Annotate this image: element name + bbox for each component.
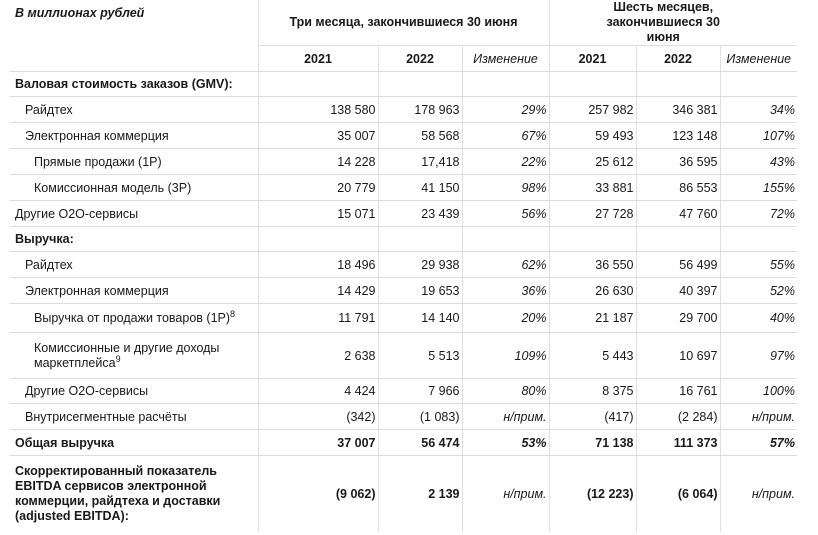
cell-3m-2021: 2 638 — [258, 333, 378, 379]
table-row-total — [10, 430, 797, 456]
row-label: Внутрисегментные расчёты — [10, 404, 258, 430]
row-label: Другие O2O-сервисы — [10, 201, 258, 227]
cell-3m-2022 — [378, 227, 462, 252]
row-label: Райдтех — [10, 252, 258, 278]
cell-6m-2021: 71 138 — [549, 430, 636, 456]
cell-3m-2021: (9 062) — [258, 456, 378, 532]
cell-6m-2021: (12 223) — [549, 456, 636, 532]
cell-6m-change: 97% — [720, 333, 797, 379]
cell-3m-2021: (342) — [258, 404, 378, 430]
table-row — [10, 227, 797, 252]
cell-6m-2021: 59 493 — [549, 123, 636, 149]
cell-6m-2022: 40 397 — [636, 278, 720, 304]
cell-3m-2021: 4 424 — [258, 379, 378, 404]
cell-6m-change: 34% — [720, 97, 797, 123]
cell-3m-change: 98% — [462, 175, 549, 201]
cell-6m-change: 155% — [720, 175, 797, 201]
cell-3m-2022: 19 653 — [378, 278, 462, 304]
financial-table — [10, 0, 797, 532]
cell-6m-2022: 123 148 — [636, 123, 720, 149]
cell-6m-2021: (417) — [549, 404, 636, 430]
footnote-marker: 9 — [115, 353, 121, 364]
cell-6m-2021 — [549, 227, 636, 252]
cell-3m-change: 56% — [462, 201, 549, 227]
row-label-cell — [10, 333, 258, 379]
table-row — [10, 304, 797, 333]
cell-6m-2022: 56 499 — [636, 252, 720, 278]
cell-6m-2022: (6 064) — [636, 456, 720, 532]
cell-6m-2021: 33 881 — [549, 175, 636, 201]
cell-3m-2022: (1 083) — [378, 404, 462, 430]
table-row — [10, 201, 797, 227]
col-header-6m-2021: 2021 — [549, 46, 636, 72]
row-label: Скорректированный показатель EBITDA сервисов электронной коммерции, райдтеха и доставки (adjusted EBITDA): — [15, 463, 221, 523]
cell-3m-2021: 11 791 — [258, 304, 378, 333]
cell-6m-change — [720, 72, 797, 97]
cell-3m-change: 36% — [462, 278, 549, 304]
cell-3m-2022: 17,418 — [378, 149, 462, 175]
cell-6m-2021: 8 375 — [549, 379, 636, 404]
cell-3m-2021: 15 071 — [258, 201, 378, 227]
cell-6m-2022 — [636, 72, 720, 97]
cell-6m-change: 40% — [720, 304, 797, 333]
row-label: Райдтех — [10, 97, 258, 123]
cell-3m-change: 67% — [462, 123, 549, 149]
col-header-6m-2022: 2022 — [636, 46, 720, 72]
cell-3m-change — [462, 227, 549, 252]
cell-6m-change: 52% — [720, 278, 797, 304]
cell-3m-change: 53% — [462, 430, 549, 456]
cell-6m-change — [720, 227, 797, 252]
cell-6m-change: 55% — [720, 252, 797, 278]
cell-6m-2021: 36 550 — [549, 252, 636, 278]
cell-3m-2021: 20 779 — [258, 175, 378, 201]
cell-3m-2021: 37 007 — [258, 430, 378, 456]
cell-6m-change: н/прим. — [720, 456, 797, 532]
group-six-months: Шесть месяцев, закончившиеся 30 июня — [549, 0, 797, 46]
row-label-cell — [10, 304, 258, 333]
cell-6m-2021: 26 630 — [549, 278, 636, 304]
row-label: Комиссионная модель (3P) — [10, 175, 258, 201]
col-header-3m-change: Изменение — [462, 46, 549, 72]
col-header-3m-2022: 2022 — [378, 46, 462, 72]
cell-3m-change: 80% — [462, 379, 549, 404]
cell-3m-2022: 23 439 — [378, 201, 462, 227]
cell-3m-2022: 29 938 — [378, 252, 462, 278]
cell-3m-2022: 41 150 — [378, 175, 462, 201]
cell-3m-change: н/прим. — [462, 456, 549, 532]
cell-6m-2021: 25 612 — [549, 149, 636, 175]
cell-6m-2022: 10 697 — [636, 333, 720, 379]
cell-6m-2022: 346 381 — [636, 97, 720, 123]
units-label: В миллионах рублей — [10, 0, 258, 72]
row-label: Выручка от продажи товаров (1P) — [34, 311, 231, 325]
cell-3m-2021 — [258, 227, 378, 252]
row-label: Комиссионные и другие доходы маркетплейса — [34, 340, 220, 370]
row-label: Общая выручка — [10, 430, 258, 456]
cell-3m-2021: 138 580 — [258, 97, 378, 123]
table-row — [10, 278, 797, 304]
col-header-3m-2021: 2021 — [258, 46, 378, 72]
row-label: Прямые продажи (1P) — [10, 149, 258, 175]
table-row — [10, 379, 797, 404]
cell-3m-2022: 56 474 — [378, 430, 462, 456]
row-label: Валовая стоимость заказов (GMV): — [10, 72, 258, 97]
cell-6m-change: 100% — [720, 379, 797, 404]
cell-3m-change: 62% — [462, 252, 549, 278]
table-row — [10, 404, 797, 430]
col-header-6m-change: Изменение — [720, 46, 797, 72]
cell-6m-change: 57% — [720, 430, 797, 456]
row-label: Электронная коммерция — [10, 278, 258, 304]
cell-6m-2021: 27 728 — [549, 201, 636, 227]
cell-3m-change: н/прим. — [462, 404, 549, 430]
cell-3m-2021 — [258, 72, 378, 97]
cell-6m-2022: (2 284) — [636, 404, 720, 430]
cell-6m-2022: 29 700 — [636, 304, 720, 333]
cell-6m-change: 43% — [720, 149, 797, 175]
cell-6m-change: 107% — [720, 123, 797, 149]
cell-3m-2021: 35 007 — [258, 123, 378, 149]
cell-3m-change — [462, 72, 549, 97]
cell-6m-2021: 21 187 — [549, 304, 636, 333]
row-label: Другие O2O-сервисы — [10, 379, 258, 404]
cell-3m-2021: 14 429 — [258, 278, 378, 304]
cell-3m-2021: 18 496 — [258, 252, 378, 278]
cell-3m-change: 22% — [462, 149, 549, 175]
table-row — [10, 252, 797, 278]
row-label: Выручка: — [10, 227, 258, 252]
table-row — [10, 149, 797, 175]
cell-3m-2022 — [378, 72, 462, 97]
cell-3m-2022: 2 139 — [378, 456, 462, 532]
cell-6m-2022: 16 761 — [636, 379, 720, 404]
cell-6m-2021: 257 982 — [549, 97, 636, 123]
cell-3m-2022: 5 513 — [378, 333, 462, 379]
cell-3m-2022: 14 140 — [378, 304, 462, 333]
table-row — [10, 175, 797, 201]
group-three-months: Три месяца, закончившиеся 30 июня — [258, 0, 549, 46]
cell-6m-2021: 5 443 — [549, 333, 636, 379]
table-row — [10, 97, 797, 123]
footnote-marker: 8 — [230, 308, 236, 319]
cell-6m-2022: 36 595 — [636, 149, 720, 175]
cell-3m-2021: 14 228 — [258, 149, 378, 175]
cell-6m-2022: 111 373 — [636, 430, 720, 456]
cell-6m-2022: 86 553 — [636, 175, 720, 201]
cell-3m-change: 20% — [462, 304, 549, 333]
table-row — [10, 123, 797, 149]
cell-6m-change: н/прим. — [720, 404, 797, 430]
row-label: Электронная коммерция — [10, 123, 258, 149]
cell-3m-change: 109% — [462, 333, 549, 379]
table-row — [10, 333, 797, 379]
cell-6m-2021 — [549, 72, 636, 97]
cell-6m-change: 72% — [720, 201, 797, 227]
cell-6m-2022: 47 760 — [636, 201, 720, 227]
cell-6m-2022 — [636, 227, 720, 252]
cell-3m-2022: 178 963 — [378, 97, 462, 123]
table-row-ebitda — [10, 456, 797, 532]
header-group-row — [10, 0, 797, 46]
cell-3m-2022: 58 568 — [378, 123, 462, 149]
cell-3m-2022: 7 966 — [378, 379, 462, 404]
cell-3m-change: 29% — [462, 97, 549, 123]
table-row — [10, 72, 797, 97]
